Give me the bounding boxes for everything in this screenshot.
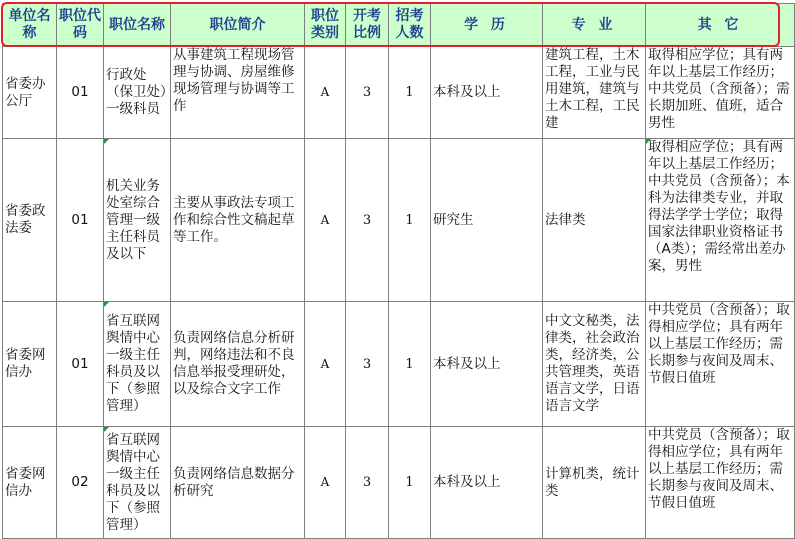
cell-other: 中共党员（含预备）；取得相应学位；具有两年以上基层工作经历；需长期参与夜间及周末、节假日值班: [646, 427, 795, 539]
cell-position-name: 行政处（保卫处）一级科员: [104, 47, 171, 139]
cell-position-code: 02: [57, 427, 104, 539]
cell-unit-name: 省委办公厅: [3, 47, 57, 139]
header-unit-name: 单位名称: [3, 4, 57, 47]
header-position-category: 职位类别: [305, 4, 346, 47]
cell-education: 研究生: [431, 139, 543, 302]
cell-position-code: 01: [57, 302, 104, 427]
cell-position-name: 省互联网舆情中心一级主任科员及以下（参照管理）: [104, 302, 171, 427]
cell-exam-ratio: 3: [346, 427, 389, 539]
cell-unit-name: 省委政法委: [3, 139, 57, 302]
header-exam-ratio: 开考比例: [346, 4, 389, 47]
header-row: [3, 4, 795, 47]
cell-major: 计算机类，统计类: [543, 427, 646, 539]
cell-other: 取得相应学位；具有两年以上基层工作经历；中共党员（含预备）；需长期加班、值班，适合男性: [646, 47, 795, 139]
cell-exam-ratio: 3: [346, 302, 389, 427]
header-position-name: 职位名称: [104, 4, 171, 47]
cell-position-desc: 从事建筑工程现场管理与协调、房屋维修现场管理与协调等工作: [171, 47, 305, 139]
header-major: 专 业: [543, 4, 646, 47]
cell-exam-ratio: 3: [346, 47, 389, 139]
cell-exam-ratio: 3: [346, 139, 389, 302]
cell-position-code: 01: [57, 47, 104, 139]
cell-other: 取得相应学位；具有两年以上基层工作经历；中共党员（含预备）；本科为法律类专业，并取得法学学士学位；取得国家法律职业资格证书（A类）；需经常出差办案，男性: [646, 139, 795, 302]
cell-recruit-count: 1: [389, 302, 431, 427]
cell-major: 中文文秘类，法律类，社会政治类，经济类，公共管理类，英语语言文学，日语语言文学: [543, 302, 646, 427]
cell-unit-name: 省委网信办: [3, 427, 57, 539]
header-recruit-count: 招考人数: [389, 4, 431, 47]
cell-major: 建筑工程，土木工程，工业与民用建筑，建筑与土木工程，工民建: [543, 47, 646, 139]
cell-position-category: A: [305, 427, 346, 539]
cell-unit-name: 省委网信办: [3, 302, 57, 427]
cell-position-category: A: [305, 139, 346, 302]
cell-position-name: 机关业务处室综合管理一级主任科员及以下: [104, 139, 171, 302]
cell-position-desc: 负责网络信息数据分析研究: [171, 427, 305, 539]
cell-recruit-count: 1: [389, 139, 431, 302]
cell-education: 本科及以上: [431, 47, 543, 139]
cell-recruit-count: 1: [389, 47, 431, 139]
cell-major: 法律类: [543, 139, 646, 302]
table-row: [3, 427, 795, 539]
table-header: [3, 4, 795, 47]
header-other: 其 它: [646, 4, 795, 47]
cell-position-category: A: [305, 302, 346, 427]
header-position-desc: 职位简介: [171, 4, 305, 47]
cell-position-desc: 主要从事政法专项工作和综合性文稿起草等工作。: [171, 139, 305, 302]
cell-other: 中共党员（含预备）；取得相应学位；具有两年以上基层工作经历；需长期参与夜间及周末、节假日值班: [646, 302, 795, 427]
cell-position-desc: 负责网络信息分析研判，网络违法和不良信息举报受理研处，以及综合文字工作: [171, 302, 305, 427]
table-body: [3, 47, 795, 539]
table-row: [3, 302, 795, 427]
cell-position-category: A: [305, 47, 346, 139]
table-row: [3, 47, 795, 139]
cell-education: 本科及以上: [431, 427, 543, 539]
header-position-code: 职位代码: [57, 4, 104, 47]
table-row: [3, 139, 795, 302]
job-listing-table: [2, 3, 795, 539]
header-education: 学 历: [431, 4, 543, 47]
cell-position-name: 省互联网舆情中心一级主任科员及以下（参照管理）: [104, 427, 171, 539]
cell-recruit-count: 1: [389, 427, 431, 539]
cell-education: 本科及以上: [431, 302, 543, 427]
cell-position-code: 01: [57, 139, 104, 302]
